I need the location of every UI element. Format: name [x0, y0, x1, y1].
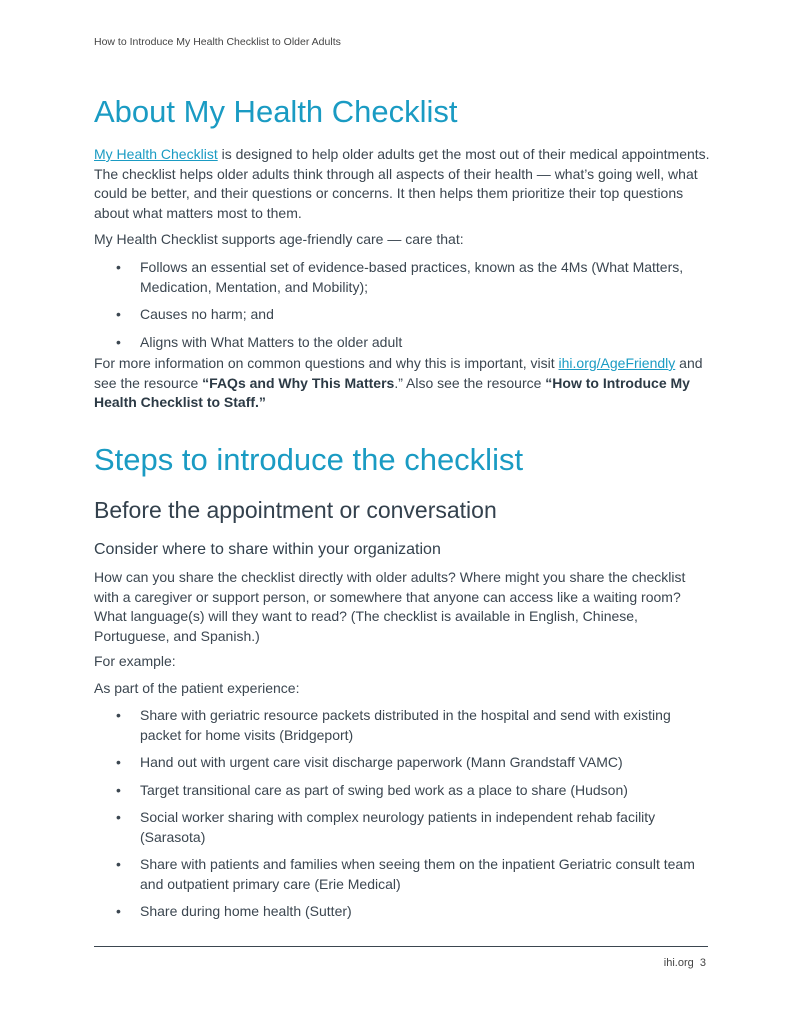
footer-divider — [94, 946, 708, 947]
for-example-text: For example: — [94, 653, 176, 669]
footer-site: ihi.org — [663, 957, 694, 969]
more-info-text: .” — [394, 374, 403, 391]
list-item: • Share with patients and families when seeing them on the inpatient Geriatric consult team and outpatient primary care (Erie Medical) — [94, 855, 714, 894]
list-item: • Share with geriatric resource packets distributed in the hospital and send with existing packet for home visits (Bridgeport) — [94, 706, 714, 745]
subsubheading-where-to-share: Consider where to share within your organization — [94, 541, 441, 558]
section-heading-steps: Steps to introduce the checklist — [94, 442, 524, 477]
more-info-text: and see the resource — [94, 355, 703, 391]
more-info-text: For more information on common questions and why this is important, visit — [94, 355, 559, 371]
more-info-paragraph — [94, 354, 714, 413]
list-item: • Target transitional care as part of swing bed work as a place to share (Hudson) — [94, 781, 714, 801]
list-item: • Hand out with urgent care visit discharge paperwork (Mann Grandstaff VAMC) — [94, 753, 714, 773]
patient-experience-text: As part of the patient experience: — [94, 680, 300, 696]
section-heading-about: About My Health Checklist — [94, 94, 458, 129]
page-number: 3 — [699, 957, 706, 969]
running-header: How to Introduce My Health Checklist to Older Adults — [94, 36, 341, 48]
age-friendly-intro: My Health Checklist supports age-friendly care — care that: — [94, 231, 464, 247]
my-health-checklist-link[interactable]: My Health Checklist — [94, 146, 218, 162]
list-item: • Share during home health (Sutter) — [94, 902, 714, 922]
list-item: • Aligns with What Matters to the older adult — [94, 333, 714, 353]
page-footer — [664, 957, 706, 969]
list-item: • Social worker sharing with complex neurology patients in independent rehab facility (Sarasota) — [94, 808, 714, 847]
about-paragraph-text: is designed to help older adults get the most out of their medical appointments. The checklist helps older adults think through all aspects of their health — what’s going well, what could be better, and their questions or concerns. It then helps them prioritize their top questions about what matters most to them. — [94, 146, 710, 221]
steps-paragraph: How can you share the checklist directly with older adults? Where might you share the checklist with a caregiver or support person, or somewhere that anyone can access like a waiting room? What language(s) will they want to read? (The checklist is available in English, Chinese, Portuguese, and Spanish.) — [94, 569, 686, 644]
staff-resource-title: “How to Introduce My Health Checklist to Staff.” — [94, 374, 690, 410]
age-friendly-link[interactable]: ihi.org/AgeFriendly — [558, 355, 676, 371]
subheading-before-appointment: Before the appointment or conversation — [94, 497, 497, 523]
faq-resource-title: “FAQs and Why This Matters — [202, 374, 395, 391]
list-item: • Follows an essential set of evidence-based practices, known as the 4Ms (What Matters, Medication, Mentation, and Mobility); — [94, 258, 714, 297]
about-paragraph — [94, 145, 714, 223]
examples-list — [94, 706, 714, 922]
age-friendly-list — [94, 258, 714, 352]
list-item: • Causes no harm; and — [94, 305, 714, 325]
more-info-text: Also see the resource — [402, 374, 546, 391]
